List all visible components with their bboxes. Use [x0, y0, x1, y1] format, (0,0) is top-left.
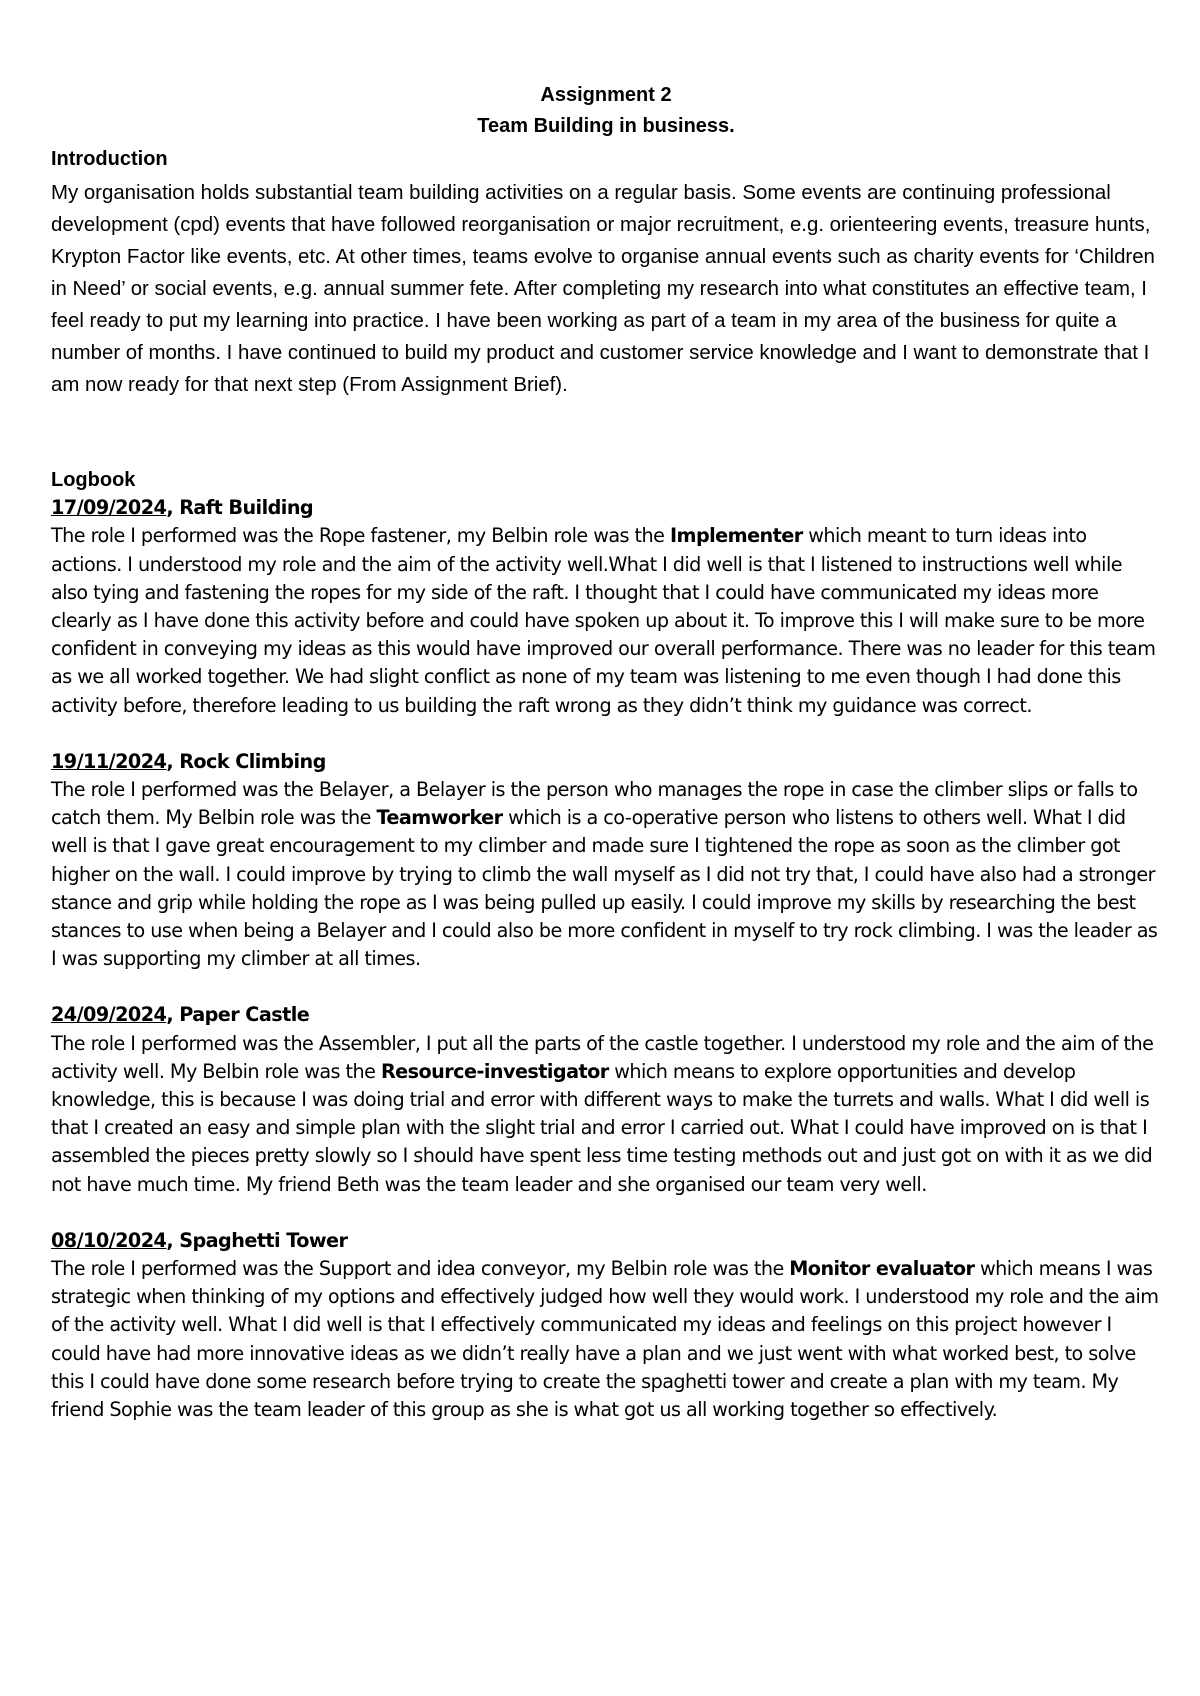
- entry-date: 17/09/2024: [51, 496, 167, 520]
- entry-separator: ,: [166, 496, 180, 520]
- entry-body: [51, 1030, 1161, 1199]
- entry-belbin-role: Implementer: [669, 524, 803, 548]
- entry-date: 08/10/2024: [51, 1228, 167, 1252]
- logbook-section: [51, 466, 1161, 1452]
- entry-body-text: which is a co-operative person who listens to others well. What I did well is that I gave great encouragement to my climber and made sure I tightened the rope as soon as the climber got higher on the wall. I could improve by trying to climb the wall myself as I did not try that, I could have also had a stronger stance and grip while holding the rope as I was being pulled up easily. I could improve my skills by researching the best stances to use when being a Belayer and I could also be more confident in myself to try rock climbing. I was the leader as I was supporting my climber at all times.: [51, 806, 1158, 971]
- entry-separator: ,: [166, 749, 180, 773]
- entry-body-text: The role I performed was the Assembler, I put all the parts of the castle together. I understood my role and the aim of the activity well. My Belbin role was the: [51, 1031, 1154, 1083]
- entry-separator: ,: [166, 1003, 180, 1027]
- entry-body-text: which means to explore opportunities and develop knowledge, this is because I was doing trial and error with different ways to make the turrets and walls. What I did well is that I created an easy and simple plan with the slight trial and error I carried out. What I could have improved on is that I assembled the pieces pretty slowly so I should have spent less time testing methods out and just got on with it as we did not have much time. My friend Beth was the team leader and she organised our team very well.: [51, 1059, 1153, 1196]
- logbook-heading: Logbook: [51, 469, 136, 491]
- entry-heading: [51, 748, 1161, 776]
- entry-belbin-role: Monitor evaluator: [789, 1257, 975, 1281]
- entry-body-text: The role I performed was the Rope fastener, my Belbin role was the: [51, 524, 670, 548]
- entry-body-text: which means I was strategic when thinking of my options and effectively judged how well they would work. I understood my role and the aim of the activity well. What I did well is that I effectively communicated my ideas and feelings on this project however I could have had more innovative ideas as we didn’t really have a plan and we just went with what worked best, to solve this I could have done some research before trying to create the spaghetti tower and create a plan with my team. My friend Sophie was the team leader of this group as she is what got us all working together so effectively.: [51, 1257, 1159, 1422]
- entry-body: [51, 522, 1161, 719]
- entry-date: 24/09/2024: [51, 1003, 167, 1027]
- entry-body: [51, 776, 1161, 973]
- entry-heading: [51, 494, 1161, 522]
- introduction-heading: Introduction: [51, 148, 168, 170]
- logbook-entry: [51, 1227, 1161, 1424]
- entry-heading: [51, 1001, 1161, 1029]
- logbook-entry: [51, 1001, 1161, 1198]
- introduction-body: My organisation holds substantial team building activities on a regular basis. Some events are continuing professional development (cpd) events that have followed reorganisation or major recruitment, e.g. orienteering events, treasure hunts, Krypton Factor like events, etc. At other times, teams evolve to organise annual events such as charity events for ‘Children in Need’ or social events, e.g. annual summer fete. After completing my research into what constitutes an effective team, I feel ready to put my learning into practice. I have been working as part of a team in my area of the business for quite a number of months. I have continued to build my product and customer service knowledge and I want to demonstrate that I am now ready for that next step (From Assignment Brief).: [51, 182, 1155, 396]
- entry-activity: Rock Climbing: [179, 749, 326, 773]
- title-block: [51, 80, 1161, 142]
- entry-body-text: which meant to turn ideas into actions. I understood my role and the aim of the activity well.What I did well is that I listened to instructions well while also tying and fastening the ropes for my side of the raft. I thought that I could have communicated my ideas more clearly as I have done this activity before and could have spoken up about it. To improve this I will make sure to be more confident in conveying my ideas as this would have improved our overall performance. There was no leader for this team as we all worked together. We had slight conflict as none of my team was listening to me even though I had done this activity before, therefore leading to us building the raft wrong as they didn’t think my guidance was correct.: [51, 524, 1156, 717]
- logbook-entry: [51, 494, 1161, 720]
- logbook-entry: [51, 748, 1161, 974]
- entry-heading: [51, 1227, 1161, 1255]
- entry-body-text: The role I performed was the Belayer, a Belayer is the person who manages the rope in case the climber slips or falls to catch them. My Belbin role was the: [51, 778, 1138, 830]
- entry-activity: Raft Building: [179, 496, 314, 520]
- entry-activity: Paper Castle: [179, 1003, 310, 1027]
- entry-body: [51, 1255, 1161, 1424]
- entry-activity: Spaghetti Tower: [179, 1228, 348, 1252]
- entry-separator: ,: [166, 1228, 180, 1252]
- entry-date: 19/11/2024: [51, 749, 167, 773]
- entry-body-text: The role I performed was the Support and idea conveyor, my Belbin role was the: [51, 1257, 790, 1281]
- entry-belbin-role: Resource-investigator: [380, 1059, 609, 1083]
- document-subtitle: Team Building in business.: [477, 115, 735, 137]
- entry-belbin-role: Teamworker: [376, 806, 503, 830]
- document-title: Assignment 2: [540, 84, 672, 106]
